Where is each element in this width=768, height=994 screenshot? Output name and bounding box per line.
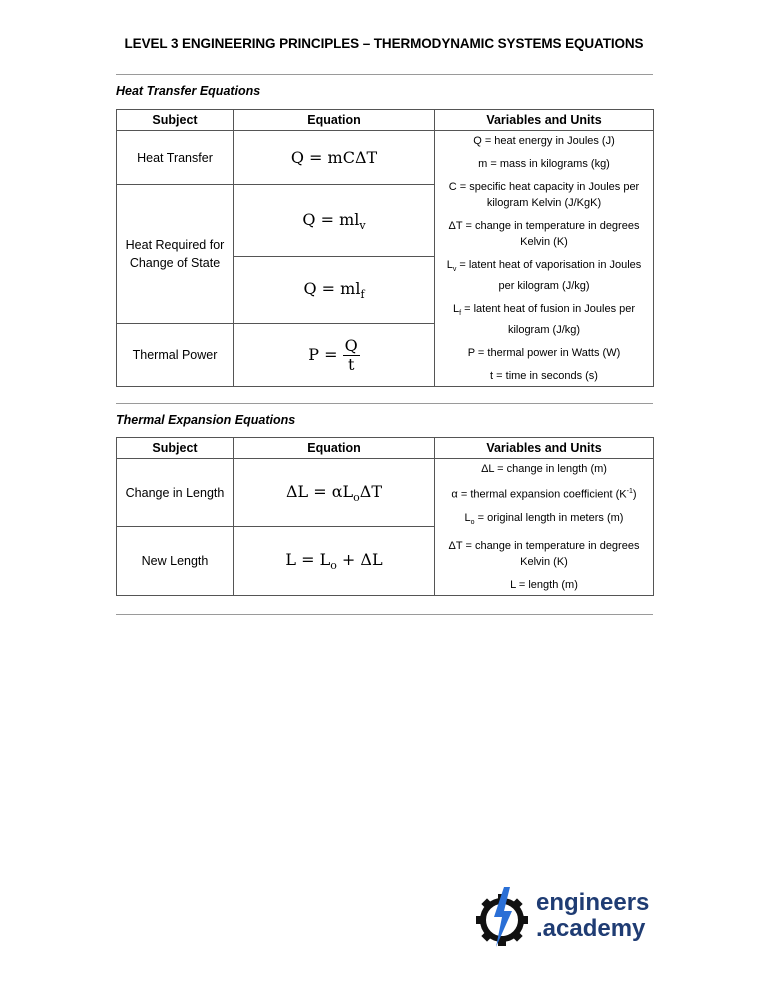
var-m: m = mass in kilograms (kg)	[478, 158, 610, 170]
heat-transfer-table-body	[116, 109, 654, 387]
thermal-expansion-table	[116, 437, 654, 596]
logo-text: engineers .academy	[536, 889, 650, 942]
col-header-variables: Variables and Units	[435, 438, 654, 459]
equation-change-in-length: $\Delta L = \alpha L_o\Delta T$	[234, 459, 435, 527]
var-dt: ΔT = change in temperature in degrees Kelvin (K)	[448, 539, 640, 568]
var-l: L = length (m)	[510, 578, 578, 591]
expansion-variables	[435, 459, 654, 596]
gear-icon	[474, 887, 530, 949]
divider	[116, 614, 653, 615]
page-title: LEVEL 3 ENGINEERING PRINCIPLES – THERMODYNAMIC SYSTEMS EQUATIONS	[124, 36, 644, 51]
subject-change-of-state: Heat Required for Change of State	[117, 185, 234, 324]
subject-heat-transfer: Heat Transfer	[117, 131, 234, 185]
var-t: t = time in seconds (s)	[490, 370, 598, 383]
col-header-equation: Equation	[234, 438, 435, 459]
col-header-subject: Subject	[117, 110, 234, 131]
var-dt: ΔT = change in temperature in degrees Kelvin (K)	[448, 220, 640, 248]
heat-variables	[435, 131, 654, 387]
var-p: P = thermal power in Watts (W)	[467, 347, 621, 360]
subject-thermal-power: Thermal Power	[117, 324, 234, 387]
var-alpha: α = thermal expansion coefficient $(K^{-1})$	[451, 488, 637, 501]
col-header-subject: Subject	[117, 438, 234, 459]
equation-latent-fusion: $Q = ml_f$	[234, 257, 435, 324]
var-lv: $L_v$ = latent heat of vaporisation in Joules per kilogram (J/kg)	[446, 259, 642, 293]
var-dl: ΔL = change in length (m)	[481, 463, 607, 475]
equation-heat-transfer: Q = mCΔT	[234, 131, 435, 185]
col-header-equation: Equation	[234, 110, 435, 131]
subject-new-length: New Length	[117, 527, 234, 595]
var-lf: $L_f$ = latent heat of fusion in Joules per kilogram (J/kg)	[452, 303, 636, 337]
divider	[116, 74, 653, 75]
col-header-variables: Variables and Units	[435, 110, 654, 131]
equation-thermal-power: P = $\frac{Q}{t}$	[234, 324, 435, 387]
subject-change-in-length: Change in Length	[117, 459, 234, 527]
thermal-expansion-heading: Thermal Expansion Equations	[116, 413, 296, 427]
var-q: Q = heat energy in Joules (J)	[473, 135, 615, 147]
var-c: C = specific heat capacity in Joules per kilogram Kelvin (J/KgK)	[448, 181, 640, 209]
divider	[116, 403, 653, 404]
engineers-academy-logo	[474, 887, 654, 949]
equation-new-length: $L = L_o + \Delta L$	[234, 527, 435, 595]
equation-latent-vaporisation: $Q = ml_v$	[234, 185, 435, 257]
heat-transfer-heading: Heat Transfer Equations	[116, 84, 261, 98]
var-lo: $L_o$ = original length in meters (m)	[464, 511, 624, 526]
